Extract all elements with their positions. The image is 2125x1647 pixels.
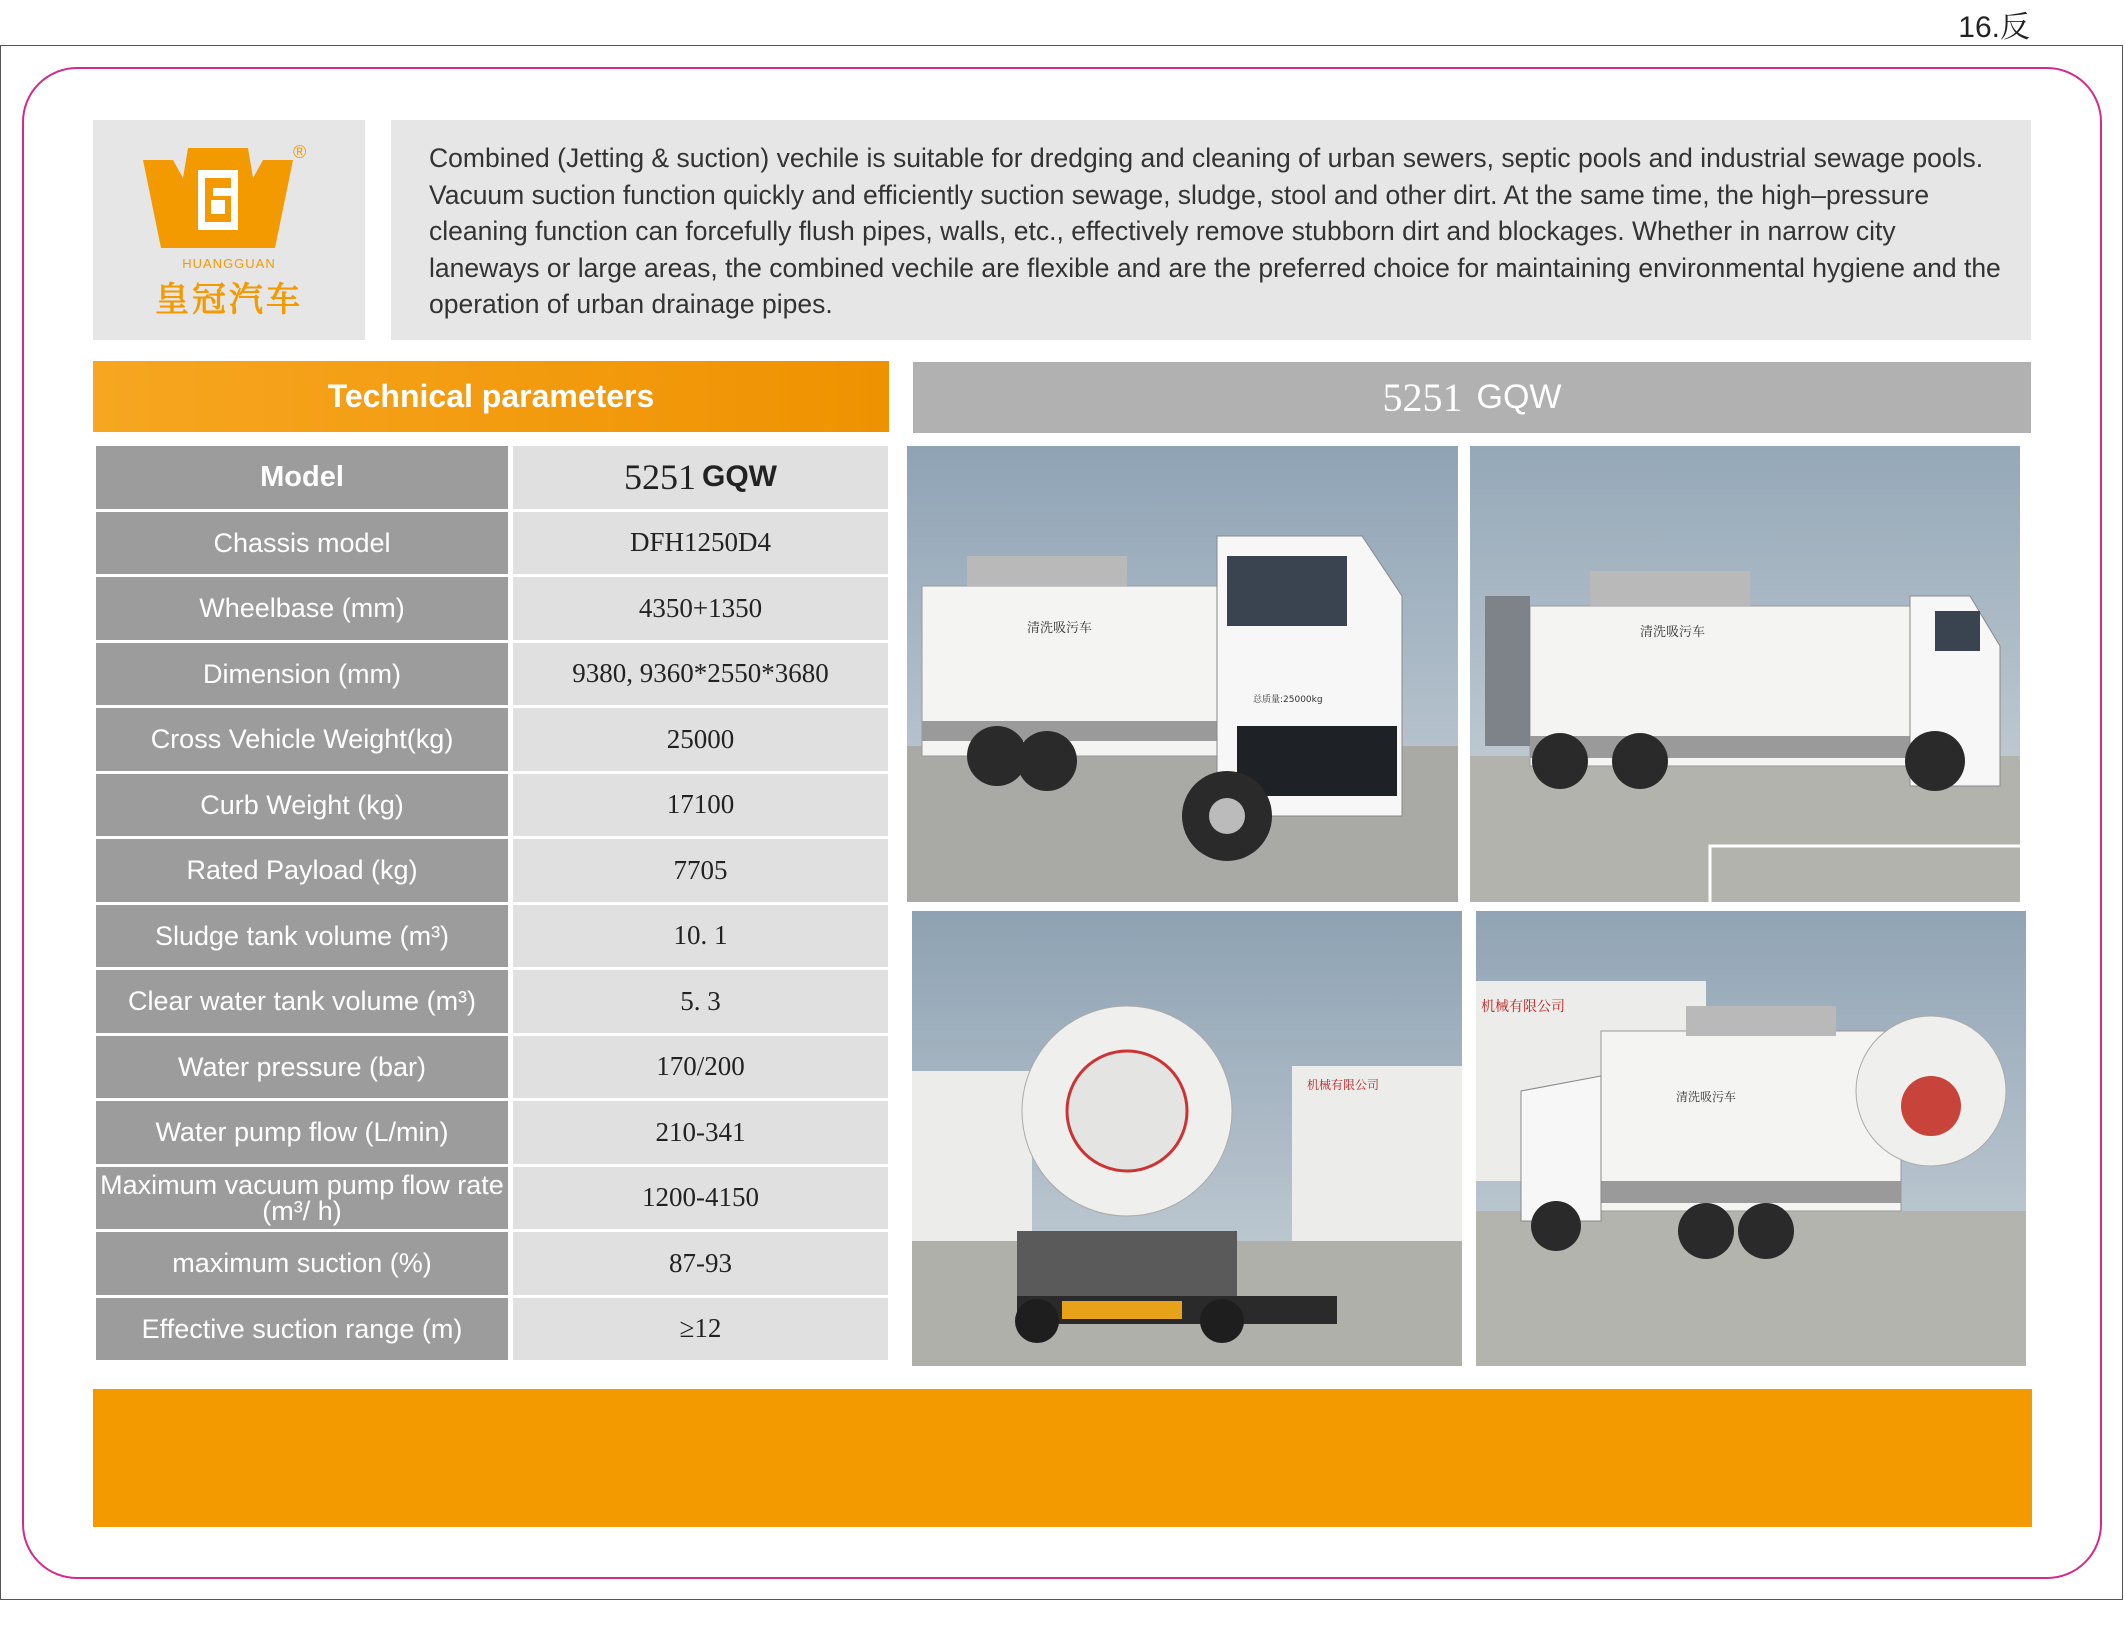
param-value: 4350+1350 xyxy=(513,577,888,640)
parameter-table xyxy=(96,446,888,1363)
param-value: 87-93 xyxy=(513,1232,888,1295)
param-value: 5. 3 xyxy=(513,970,888,1033)
table-row xyxy=(96,905,888,968)
page-number: 16.反 xyxy=(1958,11,2030,44)
table-row xyxy=(96,970,888,1033)
param-value: 25000 xyxy=(513,708,888,771)
table-row xyxy=(96,643,888,706)
building-sign-text: 机械有限公司 xyxy=(1481,999,1565,1015)
building-sign-text: 机械有限公司 xyxy=(1307,1078,1380,1092)
param-label: Sludge tank volume (m³) xyxy=(96,905,508,968)
table-row xyxy=(96,708,888,771)
model-header-suffix: GQW xyxy=(1476,378,1562,416)
truck-weight-text: 总质量:25000kg xyxy=(1253,695,1323,705)
table-row xyxy=(96,512,888,575)
table-row xyxy=(96,1167,888,1230)
param-label: Dimension (mm) xyxy=(96,643,508,706)
description-text: Combined (Jetting & suction) vechile is suitable for dredging and cleaning of urban sewers, septic pools and industrial sewage pools. Vacuum suction function quickly and efficiently suction sewage, sludge, stool and other dirt. At the same time, the high–pressure cleaning function can forcefully flush pipes, walls, etc., effectively remove stubborn dirt and blockages. Whether in narrow city laneways or large areas, the combined vechile are flexible and are the preferred choice for maintaining environmental hygiene and the operation of urban drainage pipes. xyxy=(391,120,2031,340)
param-label: Rated Payload (kg) xyxy=(96,839,508,902)
crown-logo-icon xyxy=(143,148,293,258)
param-label: Curb Weight (kg) xyxy=(96,774,508,837)
photo-truck-front-left xyxy=(907,446,1458,902)
table-row xyxy=(96,839,888,902)
param-value: 10. 1 xyxy=(513,905,888,968)
table-head-value-suffix: GQW xyxy=(702,460,777,494)
table-row xyxy=(96,1298,888,1361)
param-label: Effective suction range (m) xyxy=(96,1298,508,1361)
photo-truck-rear xyxy=(912,911,1462,1366)
table-head-value xyxy=(513,446,888,509)
param-value: ≥12 xyxy=(513,1298,888,1361)
model-header-number: 5251 xyxy=(1382,375,1463,420)
photo-truck-right-side xyxy=(1470,446,2020,902)
table-row xyxy=(96,1232,888,1295)
brand-logo xyxy=(93,120,365,340)
param-value: 17100 xyxy=(513,774,888,837)
photo-truck-rear-left xyxy=(1476,911,2026,1366)
brand-name-en: HUANGGUAN xyxy=(182,256,276,271)
param-label: Water pressure (bar) xyxy=(96,1036,508,1099)
table-head-value-number: 5251 xyxy=(624,457,696,498)
param-value: 9380, 9360*2550*3680 xyxy=(513,643,888,706)
model-header xyxy=(913,362,2031,433)
truck-label-text: 清洗吸污车 xyxy=(1640,625,1706,640)
table-header-row xyxy=(96,446,888,509)
param-label: Water pump flow (L/min) xyxy=(96,1101,508,1164)
param-value: 210-341 xyxy=(513,1101,888,1164)
table-row xyxy=(96,1101,888,1164)
param-label: Chassis model xyxy=(96,512,508,575)
table-row xyxy=(96,577,888,640)
param-value: DFH1250D4 xyxy=(513,512,888,575)
param-label: Maximum vacuum pump flow rate (m³/ h) xyxy=(96,1167,508,1230)
truck-label-text: 清洗吸污车 xyxy=(1676,1090,1737,1104)
table-row xyxy=(96,1036,888,1099)
registered-mark: ® xyxy=(293,142,307,162)
table-head-label: Model xyxy=(96,446,508,509)
table-row xyxy=(96,774,888,837)
param-label: Cross Vehicle Weight(kg) xyxy=(96,708,508,771)
param-label: Clear water tank volume (m³) xyxy=(96,970,508,1033)
param-value: 7705 xyxy=(513,839,888,902)
brand-name-cn: 皇冠汽车 xyxy=(155,281,303,319)
technical-parameters-header: Technical parameters xyxy=(93,361,889,432)
param-value: 170/200 xyxy=(513,1036,888,1099)
truck-label-text: 清洗吸污车 xyxy=(1027,621,1093,636)
bottom-accent-bar xyxy=(93,1389,2032,1527)
param-value: 1200-4150 xyxy=(513,1167,888,1230)
param-label: Wheelbase (mm) xyxy=(96,577,508,640)
param-label: maximum suction (%) xyxy=(96,1232,508,1295)
